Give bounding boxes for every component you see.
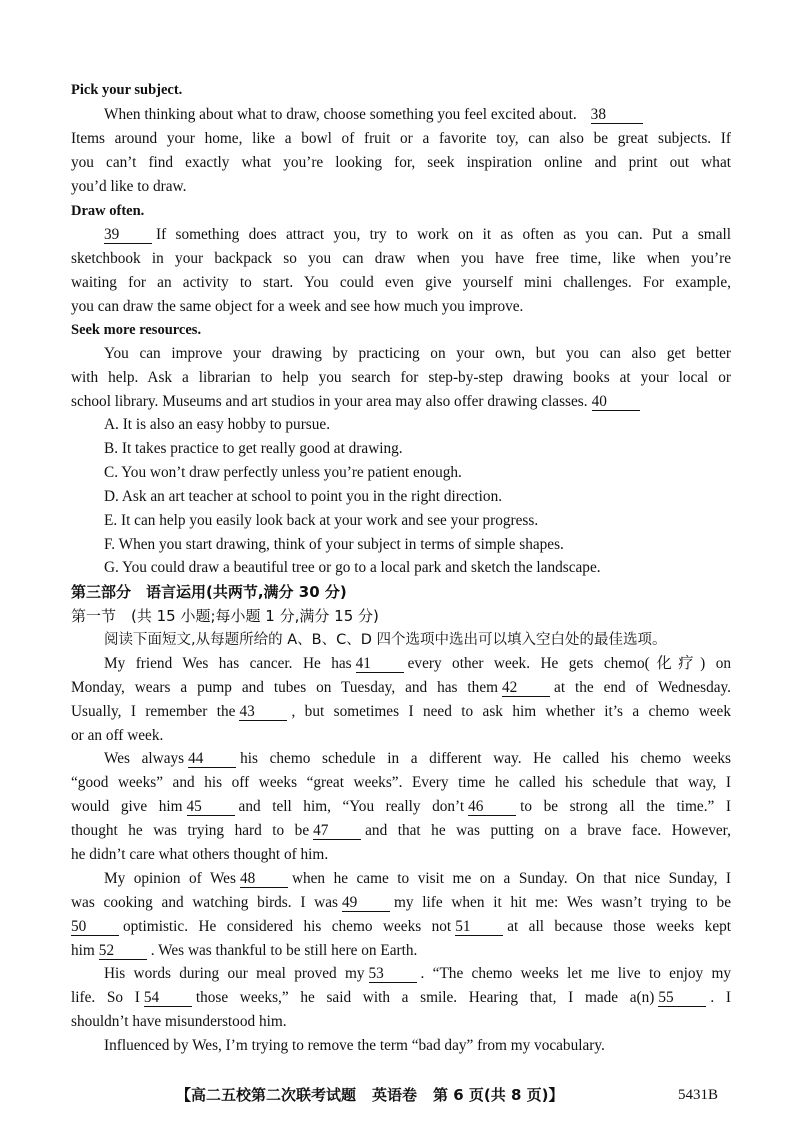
- option-d: D. Ask an art teacher at school to point you in the right direction.: [104, 488, 503, 505]
- text-span: school library. Museums and art studios in your area may also offer drawing classes.: [71, 393, 588, 410]
- answer-blank-42: 42: [502, 680, 550, 697]
- cloze-line: he didn’t care what others thought of him.: [71, 846, 329, 863]
- cloze-line: shouldn’t have misunderstood him.: [71, 1013, 287, 1030]
- answer-blank-38: 38: [591, 107, 643, 124]
- option-a: A. It is also an easy hobby to pursue.: [104, 416, 331, 433]
- text-span: When thinking about what to draw, choose something you feel excited about.: [104, 106, 577, 123]
- text-span: My opinion of Wes: [104, 870, 236, 887]
- cloze-line: [71, 678, 731, 698]
- paragraph-line: Items around your home, like a bowl of fruit or a favorite toy, can also be great subjects. If: [71, 130, 731, 147]
- paragraph-line: you can’t find exactly what you’re looking for, seek inspiration online and print out what: [71, 154, 731, 171]
- text-span: If something does attract you, try to work on it as often as you can. Put a small: [156, 226, 731, 243]
- text-span: . I: [710, 989, 731, 1006]
- cloze-line: [71, 702, 731, 722]
- text-span: those weeks,” he said with a smile. Hearing that, I made a(n): [195, 989, 655, 1006]
- paragraph-line: waiting for an activity to start. You could even give yourself mini challenges. For example,: [71, 274, 731, 291]
- paragraph-line: [104, 105, 731, 125]
- answer-blank-52: 52: [99, 943, 147, 960]
- footer-page-number: 第 6 页(共 8 页)】: [433, 1086, 564, 1104]
- cloze-line: [104, 964, 731, 984]
- page-footer: [176, 1085, 564, 1105]
- answer-blank-44: 44: [188, 751, 236, 768]
- footer-subject: 英语卷: [372, 1086, 418, 1104]
- answer-blank-53: 53: [369, 966, 417, 983]
- paragraph-line: You can improve your drawing by practicing on your own, but you can also get better: [104, 345, 731, 362]
- text-span: my life when it hit me: Wes wasn’t trying to be: [393, 894, 731, 911]
- text-span: His words during our meal proved my: [104, 965, 365, 982]
- paper-code: 5431B: [678, 1087, 719, 1103]
- section-heading-seek-resources: Seek more resources.: [71, 322, 202, 338]
- option-f: F. When you start drawing, think of your subject in terms of simple shapes.: [104, 536, 564, 553]
- instruction-text: 阅读下面短文,从每题所给的 A、B、C、D 四个选项中选出可以填入空白处的最佳选项。: [104, 632, 667, 648]
- cloze-line: [104, 749, 731, 769]
- answer-blank-54: 54: [144, 990, 192, 1007]
- answer-blank-49: 49: [342, 895, 390, 912]
- text-span: at all because those weeks kept: [507, 918, 732, 935]
- text-span: Monday, wears a pump and tubes on Tuesday, and has them: [71, 679, 499, 696]
- footer-exam-title: 【高二五校第二次联考试题: [176, 1086, 357, 1104]
- cloze-line: [71, 941, 731, 961]
- answer-blank-43: 43: [239, 704, 287, 721]
- text-span: to be strong all the time.” I: [520, 798, 731, 815]
- paragraph-line: you’d like to draw.: [71, 178, 187, 195]
- text-span: optimistic. He considered his chemo weeks not: [123, 918, 452, 935]
- cloze-line: [71, 893, 731, 913]
- cloze-line: “good weeks” and his off weeks “great weeks”. Every time he called his schedule that way, I: [71, 774, 731, 791]
- part-three-title: 第三部分 语言运用(共两节,满分 30 分): [71, 583, 347, 601]
- text-span: was cooking and watching birds. I was: [71, 894, 338, 911]
- answer-blank-51: 51: [455, 919, 503, 936]
- answer-blank-47: 47: [313, 823, 361, 840]
- answer-blank-46: 46: [468, 799, 516, 816]
- section-heading-draw-often: Draw often.: [71, 203, 145, 219]
- text-span: at the end of Wednesday.: [554, 679, 731, 696]
- text-span: when he came to visit me on a Sunday. On that nice Sunday, I: [291, 870, 731, 887]
- paragraph-line: you can draw the same object for a week and see how much you improve.: [71, 298, 524, 315]
- answer-blank-45: 45: [187, 799, 235, 816]
- section-one-title: 第一节 (共 15 小题;每小题 1 分,满分 15 分): [71, 607, 379, 625]
- cloze-line: or an off week.: [71, 727, 164, 744]
- paragraph-line: sketchbook in your backpack so you can draw when you have free time, like when you’re: [71, 250, 731, 267]
- cloze-line: [104, 654, 731, 674]
- text-span: and that he was putting on a brave face. However,: [365, 822, 731, 839]
- text-span: My friend Wes has cancer. He has: [104, 655, 352, 672]
- cloze-line: [71, 797, 731, 817]
- paragraph-line: with help. Ask a librarian to help you search for step-by-step drawing books at your local or: [71, 369, 731, 386]
- answer-blank-55: 55: [658, 990, 706, 1007]
- paragraph-line: [71, 392, 731, 412]
- text-span: . “The chemo weeks let me live to enjoy my: [420, 965, 731, 982]
- cloze-line: [104, 869, 731, 889]
- cloze-line: Influenced by Wes, I’m trying to remove the term “bad day” from my vocabulary.: [104, 1037, 605, 1054]
- text-span: every other week. He gets chemo(化疗) on: [407, 655, 731, 672]
- option-c: C. You won’t draw perfectly unless you’re patient enough.: [104, 464, 462, 481]
- text-span: him: [71, 942, 95, 959]
- cloze-line: [71, 821, 731, 841]
- text-span: , but sometimes I need to ask him whether it’s a chemo week: [291, 703, 731, 720]
- answer-blank-50: 50: [71, 919, 119, 936]
- cloze-line: [71, 988, 731, 1008]
- cloze-line: [71, 917, 731, 937]
- answer-blank-48: 48: [240, 871, 288, 888]
- text-span: his chemo schedule in a different way. He called his chemo weeks: [240, 750, 731, 767]
- answer-blank-40: 40: [592, 394, 640, 411]
- text-span: . Wes was thankful to be still here on Earth.: [150, 942, 418, 959]
- answer-blank-39: 39: [104, 227, 152, 244]
- paragraph-line: [104, 225, 731, 245]
- text-span: Usually, I remember the: [71, 703, 236, 720]
- text-span: life. So I: [71, 989, 140, 1006]
- answer-blank-41: 41: [356, 656, 404, 673]
- section-heading-pick-subject: Pick your subject.: [71, 82, 183, 98]
- text-span: and tell him, “You really don’t: [238, 798, 465, 815]
- text-span: would give him: [71, 798, 183, 815]
- text-span: Wes always: [104, 750, 185, 767]
- option-g: G. You could draw a beautiful tree or go to a local park and sketch the landscape.: [104, 559, 601, 576]
- option-b: B. It takes practice to get really good at drawing.: [104, 440, 403, 457]
- text-span: thought he was trying hard to be: [71, 822, 310, 839]
- option-e: E. It can help you easily look back at your work and see your progress.: [104, 512, 539, 529]
